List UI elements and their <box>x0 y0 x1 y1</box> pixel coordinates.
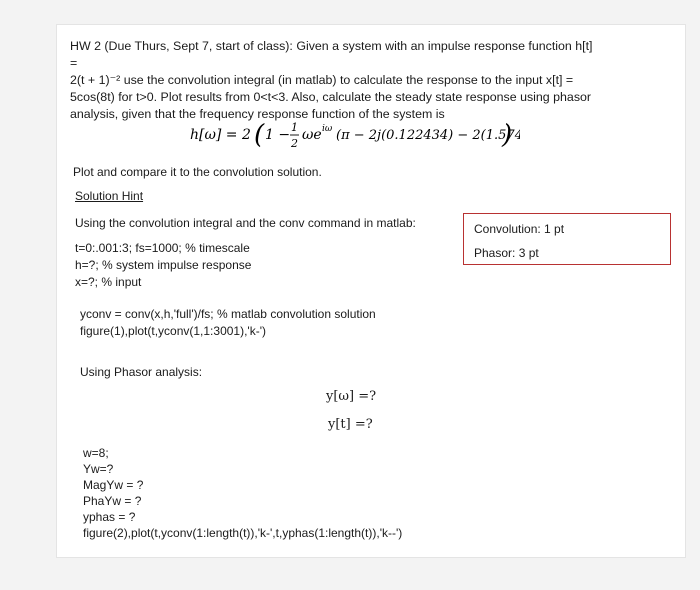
svg-text:1 −: 1 − <box>265 127 291 143</box>
y-omega-equation: y[ω] =? <box>326 389 377 404</box>
svg-text:): ) <box>502 120 513 150</box>
svg-text:1: 1 <box>291 121 298 134</box>
code-line: Yw=? <box>83 462 114 476</box>
svg-text:iω: iω <box>322 124 333 134</box>
code-line: figure(2),plot(t,yconv(1:length(t)),'k-',t,yphas(1:length(t)),'k--') <box>83 526 403 540</box>
formula-graphic <box>190 114 520 156</box>
code-line: h=?; % system impulse response <box>75 258 252 272</box>
problem-statement <box>70 38 600 123</box>
code-line: MagYw = ? <box>83 478 144 492</box>
convolution-intro: Using the convolution integral and the conv command in matlab: <box>75 216 416 230</box>
y-t-equation: y[t] =? <box>328 417 373 432</box>
svg-text:2: 2 <box>291 137 298 150</box>
phasor-intro: Using Phasor analysis: <box>80 365 203 379</box>
problem-line-3: 5cos(8t) for t>0. Plot results from 0<t<3. Also, calculate the steady state response using phasor <box>70 90 592 104</box>
convolution-points: Convolution: 1 pt <box>474 222 565 236</box>
svg-text:ωe: ωe <box>302 127 322 143</box>
code-line: yphas = ? <box>83 510 136 524</box>
phasor-points: Phasor: 3 pt <box>474 246 539 260</box>
code-line: t=0:.001:3; fs=1000; % timescale <box>75 241 250 255</box>
code-line: x=?; % input <box>75 275 142 289</box>
code-line: PhaYw = ? <box>83 494 142 508</box>
problem-line-2: 2(t + 1)⁻² use the convolution integral (in matlab) to calculate the response to the input x[t] = <box>70 73 574 87</box>
points-box <box>463 213 671 265</box>
problem-line-4: analysis, given that the frequency response function of the system is <box>70 107 445 121</box>
svg-text:h[ω] = 2: h[ω] = 2 <box>190 127 251 143</box>
code-line: w=8; <box>83 446 109 460</box>
frequency-response-formula <box>190 114 520 160</box>
code-line: figure(1),plot(t,yconv(1,1:3001),'k-') <box>80 324 266 338</box>
compare-instruction: Plot and compare it to the convolution solution. <box>73 165 322 179</box>
problem-line-1: HW 2 (Due Thurs, Sept 7, start of class): Given a system with an impulse response function h[t] = <box>70 39 593 70</box>
svg-text:(: ( <box>254 120 265 150</box>
solution-heading: Solution Hint <box>75 189 144 203</box>
code-line: yconv = conv(x,h,'full')/fs; % matlab convolution solution <box>80 307 376 321</box>
svg-text:(π − 2j(0.122434) − 2(1.57419): (π − 2j(0.122434) − 2(1.57 <box>336 128 515 143</box>
